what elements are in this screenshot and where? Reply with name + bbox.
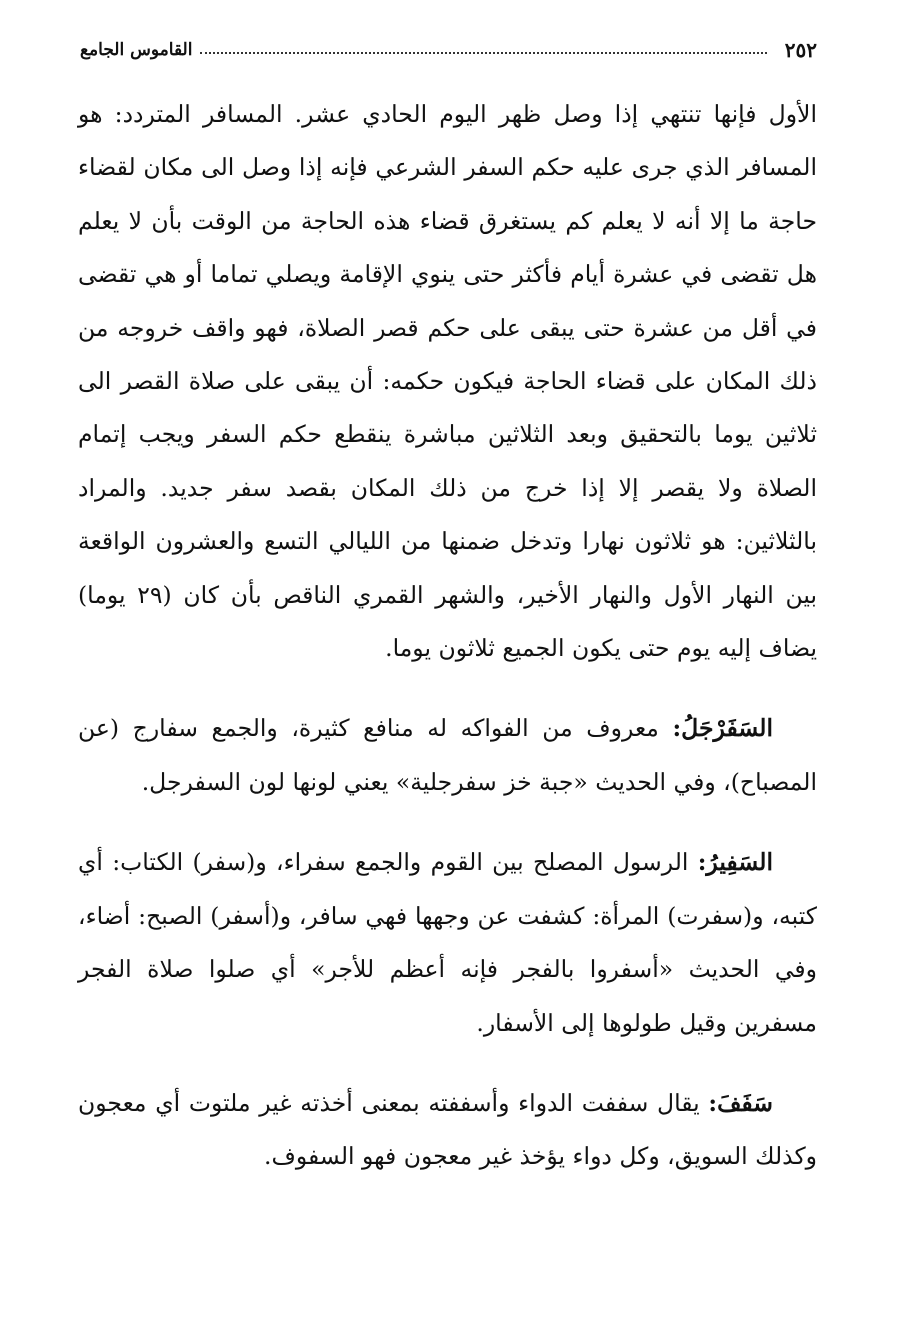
book-title: القاموس الجامع [80, 40, 193, 60]
entry-definition: يقال سففت الدواء وأسففته بمعنى أخذته غير ملتوت أي معجون وكذلك السويق، وكل دواء يؤخذ غير معجون فهو السفوف. [78, 1088, 817, 1171]
page-content [78, 88, 817, 1184]
dictionary-entry-safaf [78, 1077, 817, 1184]
entry-headword: السَفِيرُ: [697, 848, 773, 877]
dictionary-entry-safarjal [78, 702, 817, 809]
continuation-paragraph: الأول فإنها تنتهي إذا وصل ظهر اليوم الحادي عشر. المسافر المتردد: هو المسافر الذي جرى عليه حكم السفر الشرعي فإنه إذا وصل الى مكان لقضاء حاجة ما إلا أنه لا يعلم كم يستغرق قضاء هذه الحاجة من الوقت بأن لا يعلم هل تقضى في عشرة أيام فأكثر حتى ينوي الإقامة ويصلي تماما أو هي تقضى في أقل من عشرة حتى يبقى على حكم قصر الصلاة، فهو واقف خروجه من ذلك المكان على قضاء الحاجة فيكون حكمه: أن يبقى على صلاة القصر الى ثلاثين يوما بالتحقيق وبعد الثلاثين مباشرة ينقطع حكم السفر ويجب إتمام الصلاة ولا يقصر إلا إذا خرج من ذلك المكان بقصد سفر جديد. والمراد بالثلاثين: هو ثلاثون نهارا وتدخل ضمنها من الليالي التسع والعشرون الواقعة بين النهار الأول والنهار الأخير، والشهر القمري الناقص بأن كان (٢٩ يوما) يضاف إليه يوم حتى يكون الجميع ثلاثون يوما. [78, 100, 817, 663]
dictionary-entry-safir [78, 836, 817, 1050]
entry-definition: معروف من الفواكه له منافع كثيرة، والجمع سفارج (عن المصباح)، وفي الحديث «جبة خز سفرجلية» يعني لونها لون السفرجل. [78, 714, 817, 796]
entry-headword: السَفَرْجَلُ: [672, 714, 773, 743]
header-dot-leader [200, 52, 766, 54]
entry-headword: سَفَفَ: [708, 1088, 773, 1117]
page-number: ٢٥٢ [784, 38, 817, 62]
running-header [80, 30, 817, 70]
entry-definition: الرسول المصلح بين القوم والجمع سفراء، و(سفر) الكتاب: أي كتبه، و(سفرت) المرأة: كشفت عن وجهها فهي سافر، و(أسفر) الصبح: أضاء، وفي الحديث «أسفروا بالفجر فإنه أعظم للأجر» أي صلوا صلاة الفجر مسفرين وقيل طولوها إلى الأسفار. [78, 848, 817, 1037]
